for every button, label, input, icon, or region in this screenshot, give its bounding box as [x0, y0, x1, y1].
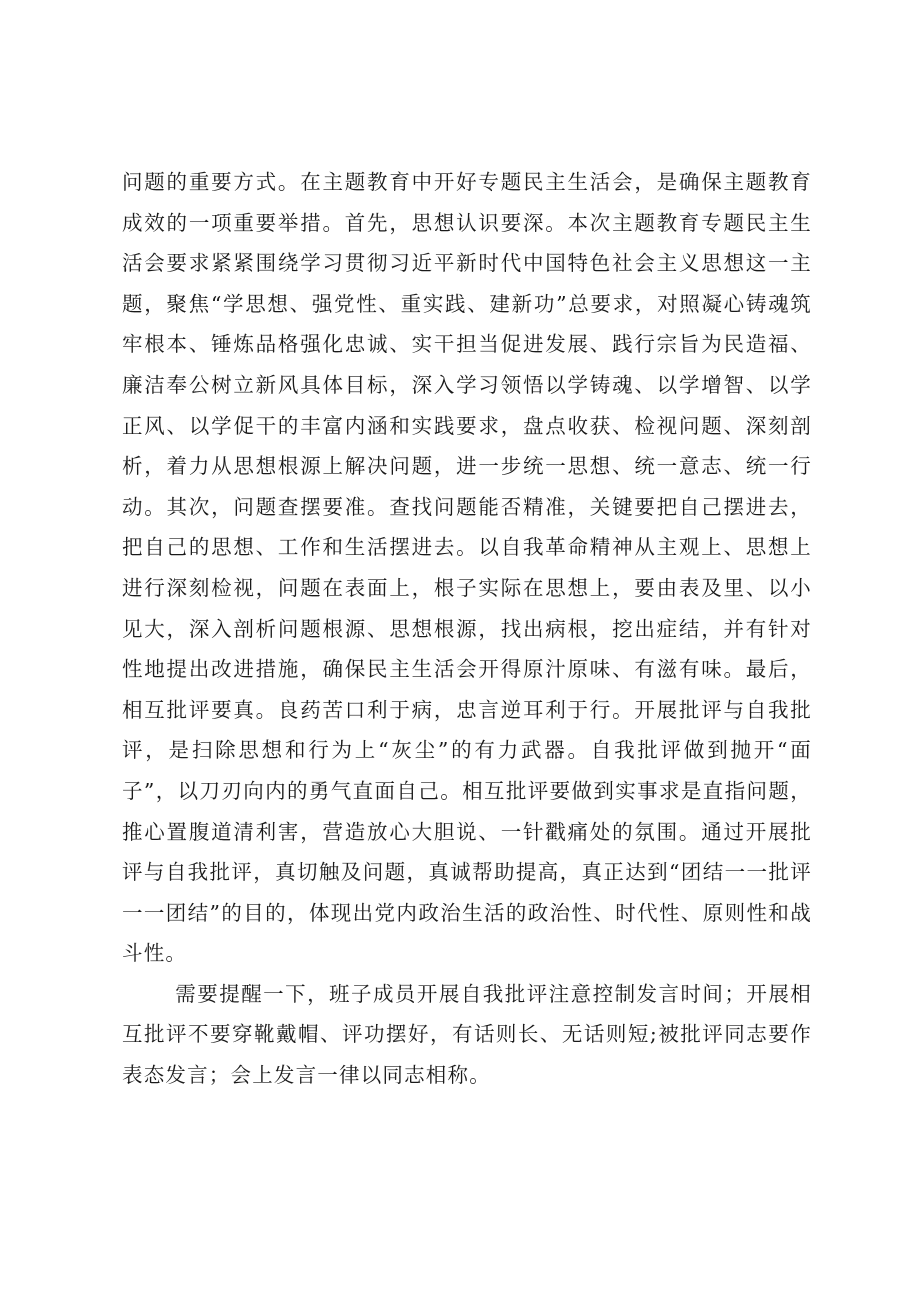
paragraph-1: 问题的重要方式。在主题教育中开好专题民主生活会，是确保主题教育成效的一项重要举措。首先，思想认识要深。本次主题教育专题民主生活会要求紧紧围绕学习贯彻习近平新时代中国特色社会主义思想这一主题，聚焦“学思想、强党性、重实践、建新功”总要求，对照凝心铸魂筑牢根本、锤炼品格强化忠诚、实干担当促进发展、践行宗旨为民造福、廉洁奉公树立新风具体目标，深入学习领悟以学铸魂、以学增智、以学正风、以学促干的丰富内涵和实践要求，盘点收获、检视问题、深刻剖析，着力从思想根源上解决问题，进一步统一思想、统一意志、统一行动。其次，问题查摆要准。查找问题能否精准，关键要把自己摆进去，把自己的思想、工作和生活摆进去。以自我革命精神从主观上、思想上进行深刻检视，问题在表面上，根子实际在思想上，要由表及里、以小见大，深入剖析问题根源、思想根源，找出病根，挖出症结，并有针对性地提出改进措施，确保民主生活会开得原汁原味、有滋有味。最后，相互批评要真。良药苦口利于病，忠言逆耳利于行。开展批评与自我批评，是扫除思想和行为上“灰尘”的有力武器。自我批评做到抛开“面子”，以刀刃向内的勇气直面自己。相互批评要做到实事求是直指问题，推心置腹道清利害，营造放心大胆说、一针戳痛处的氛围。通过开展批评与自我批评，真切触及问题，真诚帮助提高，真正达到“团结一一批评一一团结”的目的，体现出党内政治生活的政治性、时代性、原则性和战斗性。: [122, 170, 812, 966]
paragraph-2: 需要提醒一下，班子成员开展自我批评注意控制发言时间；开展相互批评不要穿靴戴帽、评功摆好，有话则长、无话则短;被批评同志要作表态发言；会上发言一律以同志相称。: [122, 981, 812, 1088]
document-body: [122, 162, 812, 1096]
